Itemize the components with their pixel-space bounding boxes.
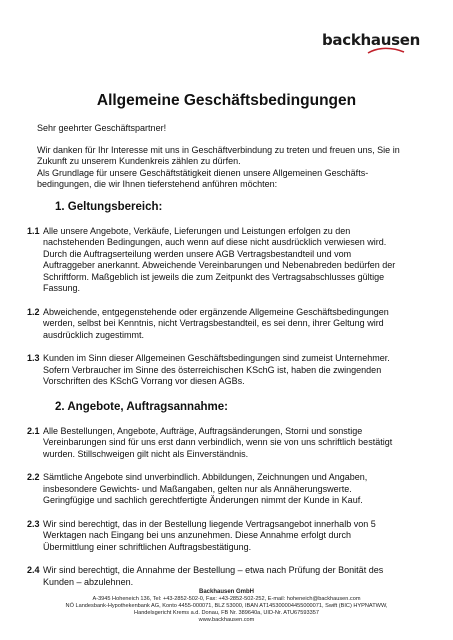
clause-2-2 — [27, 472, 417, 507]
footer-company: Backhausen GmbH — [198, 589, 255, 595]
clause-line: Werktagen nach Eingang bei uns anzunehmen. Diese Annahme erfolgt durch — [43, 530, 352, 540]
clause-text — [42, 353, 417, 388]
clause-2-4 — [27, 565, 417, 588]
clause-text — [42, 472, 417, 507]
clause-number: 1.1 — [27, 225, 40, 236]
section-heading-geltungsbereich: 1. Geltungsbereich: — [55, 200, 163, 213]
footer-bank: NÖ Landesbank-Hypothekenbank AG, Konto 4455-000071, BLZ 53000, IBAN AT145300004455000071, Swift (BIC) HYPNATWW, — [65, 603, 388, 609]
page-footer — [0, 589, 453, 624]
clause-line: Alle unsere Angebote, Verkäufe, Lieferungen und Leistungen erfolgen zu den — [43, 225, 351, 236]
intro-line: Als Grundlage für unsere Geschäftstätigkeit dienen unsere Allgemeinen Geschäfts- — [37, 167, 369, 178]
section-heading-angebote: 2. Angebote, Auftragsannahme: — [55, 400, 228, 413]
clause-number: 1.2 — [27, 306, 40, 317]
clause-text — [42, 426, 417, 461]
clause-2-3 — [27, 519, 417, 554]
clause-number: 1.3 — [27, 353, 40, 363]
clause-line: ausdrücklich zugestimmt. — [43, 329, 145, 340]
clause-line: Alle Bestellungen, Angebote, Aufträge, Auftragsänderungen, Storni und sonstige — [43, 425, 363, 436]
clause-2-1 — [27, 426, 417, 461]
intro-line: Zukunft zu unserem Kundenkreis zählen zu dürfen. — [37, 156, 241, 166]
clause-line: wurden. Stillschweigen gilt nicht als Einverständnis. — [43, 448, 249, 459]
clause-line: Durch die Auftragserteilung werden unsere AGB Vertragsbestandteil und vom — [43, 248, 352, 259]
clause-1-1 — [27, 226, 417, 295]
footer-website: www.backhausen.com — [198, 617, 255, 623]
document-body — [27, 123, 417, 600]
clause-text — [42, 226, 417, 295]
footer-address: A-3945 Hoheneich 136, Tel: +43-2852-502-0, Fax: +43-2852-502-252, E-mail: hoheneich@backhausen.com — [92, 596, 361, 602]
clause-line: Sämtliche Angebote sind unverbindlich. Abbildungen, Zeichnungen und Angaben, — [43, 472, 368, 482]
clause-line: Kunden im Sinn dieser Allgemeinen Geschäftsbedingungen sind zumeist Unternehmer. — [43, 353, 390, 363]
clause-number: 2.3 — [27, 518, 40, 529]
intro-paragraph — [37, 145, 417, 191]
intro-line: Wir danken für Ihr Interesse mit uns in Geschäftverbindung zu treten und freuen uns, Sie in — [37, 144, 400, 155]
company-logo — [322, 30, 422, 58]
clause-1-3 — [27, 353, 417, 388]
clause-line: Übermittlung einer schriftlichen Auftragsbestätigung. — [43, 541, 252, 552]
clause-1-2 — [27, 307, 417, 342]
clause-line: Wir sind berechtigt, das in der Bestellung liegende Vertragsangebot innerhalb von 5 — [43, 518, 376, 529]
clause-line: insbesondere Gewichts- und Maßangaben, gelten nur als Annäherungswerte. — [43, 483, 352, 494]
clause-text — [42, 565, 417, 588]
footer-registry: Handelsgericht Krems a.d. Donau, FB Nr. 389640a, UID-Nr. ATU67593357 — [134, 610, 319, 616]
logo-text: backhausen — [322, 31, 420, 49]
clause-line: Vereinbarungen sind für uns erst dann verbindlich, wenn sie von uns schriftlich bestätigt — [43, 437, 393, 447]
clause-number: 2.4 — [27, 565, 40, 575]
clause-line: nachstehenden Bedingungen, auch wenn auf diese nicht ausdrücklich verwiesen wird. — [43, 237, 387, 247]
clause-line: Abweichende, entgegenstehende oder ergänzende Allgemeine Geschäftsbedingungen — [43, 306, 389, 317]
clause-line: Vorschriften des KSchG Vorrang vor diesen AGBs. — [43, 376, 245, 386]
clause-line: Wir sind berechtigt, die Annahme der Bestellung – etwa nach Prüfung der Bonität des — [43, 565, 384, 575]
document-title: Allgemeine Geschäftsbedingungen — [96, 92, 357, 109]
clause-line: Schriftform. Maßgeblich ist jeweils die zum Zeitpunkt des Vertragsabschlusses gültige — [43, 271, 385, 282]
salutation: Sehr geehrter Geschäftspartner! — [37, 123, 167, 133]
clause-line: Fassung. — [43, 283, 81, 293]
clause-number: 2.2 — [27, 472, 40, 482]
clause-text — [42, 307, 417, 342]
clause-number: 2.1 — [27, 425, 40, 436]
clause-text — [42, 519, 417, 554]
clause-line: Geringfügige und sachlich gerechtfertigte Änderungen nimmt der Kunde in Kauf. — [43, 495, 363, 505]
logo-swash-icon — [366, 47, 406, 55]
clause-line: Kunden – abzulehnen. — [43, 576, 134, 587]
clause-line: Auftraggeber anerkannt. Abweichende Vereinbarungen und Nebenabreden bedürfen der — [43, 260, 396, 270]
intro-line: bedingungen, die wir Ihnen tieferstehend anführen möchten: — [37, 179, 278, 189]
clause-line: Sofern Verbraucher im Sinne des österreichischen KSchG ist, haben die zwingenden — [43, 364, 382, 375]
clause-line: werden, selbst bei Kenntnis, nicht Vertragsbestandteil, es sei denn, ihrer Geltung wird — [43, 318, 384, 328]
